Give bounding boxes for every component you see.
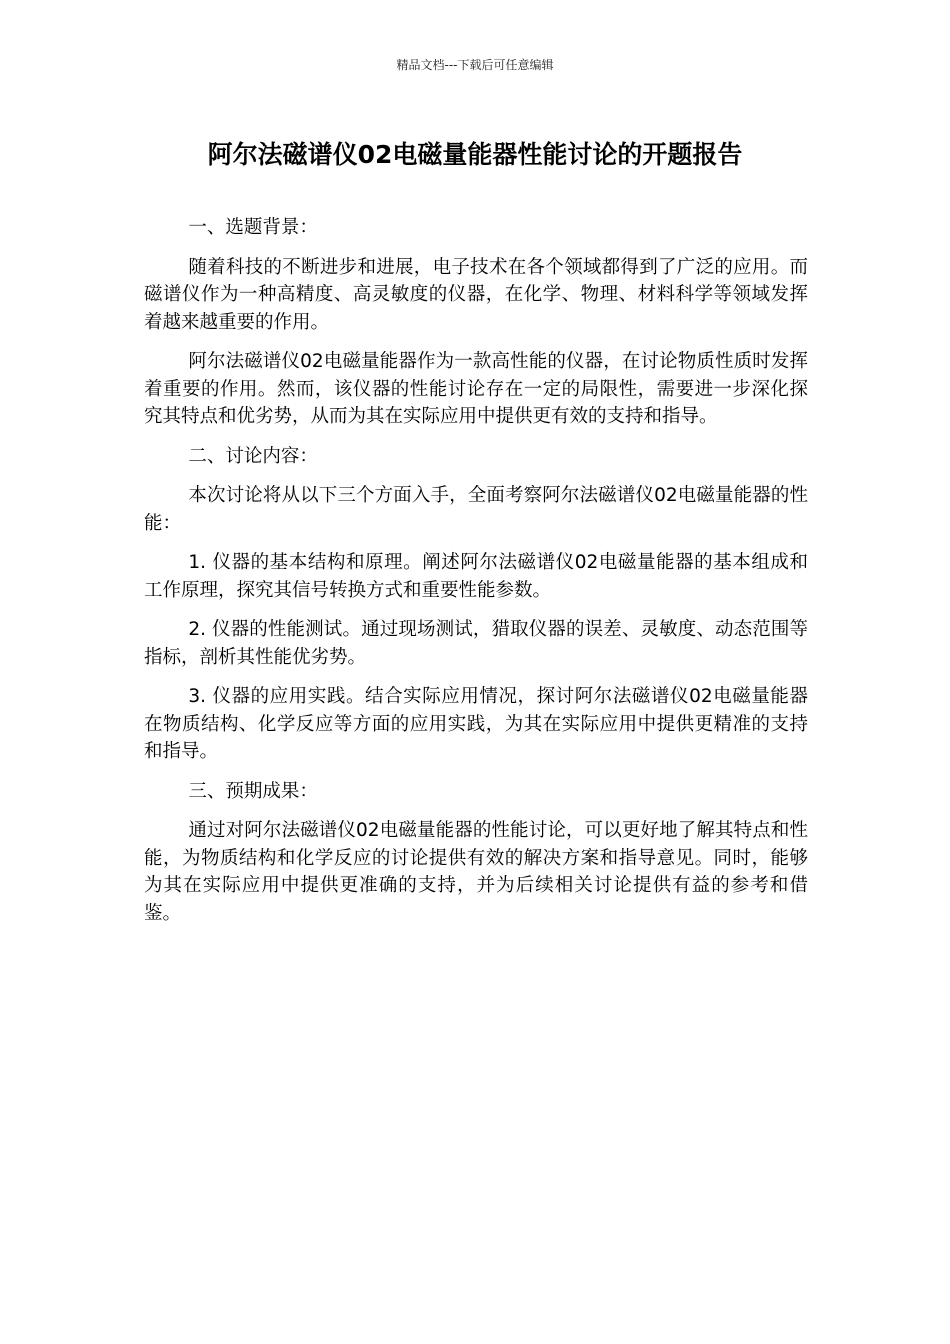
paragraph-background-1: 随着科技的不断进步和进展，电子技术在各个领域都得到了广泛的应用。而磁谱仪作为一种高精度、高灵敏度的仪器，在化学、物理、材料科学等领域发挥着越来越重要的作用。: [144, 256, 808, 333]
header-note: 精品文档---下载后可任意编辑: [396, 58, 554, 72]
paragraph-content-intro: 本次讨论将从以下三个方面入手，全面考察阿尔法磁谱仪02电磁量能器的性能：: [144, 485, 808, 534]
list-item-testing: 2. 仪器的性能测试。通过现场测试，猎取仪器的误差、灵敏度、动态范围等指标，剖析其性能优劣势。: [144, 619, 808, 668]
paragraph-outcomes: 通过对阿尔法磁谱仪02电磁量能器的性能讨论，可以更好地了解其特点和性能，为物质结构和化学反应的讨论提供有效的解决方案和指导意见。同时，能够为其在实际应用中提供更准确的支持，并为后续相关讨论提供有益的参考和借鉴。: [144, 820, 808, 924]
document-title: 阿尔法磁谱仪02电磁量能器性能讨论的开题报告: [207, 140, 743, 169]
section-heading-content: 二、讨论内容：: [188, 445, 318, 467]
paragraph-background-2: 阿尔法磁谱仪02电磁量能器作为一款高性能的仪器，在讨论物质性质时发挥着重要的作用。然而，该仪器的性能讨论存在一定的局限性，需要进一步深化探究其特点和优劣势，从而为其在实际应用中提供更有效的支持和指导。: [144, 351, 808, 427]
list-item-application: 3. 仪器的应用实践。结合实际应用情况，探讨阿尔法磁谱仪02电磁量能器在物质结构、化学反应等方面的应用实践，为其在实际应用中提供更精准的支持和指导。: [144, 686, 808, 762]
section-heading-background: 一、选题背景：: [188, 217, 318, 238]
list-item-structure: 1. 仪器的基本结构和原理。阐述阿尔法磁谱仪02电磁量能器的基本组成和工作原理，探究其信号转换方式和重要性能参数。: [144, 552, 808, 601]
document-body: [144, 214, 808, 939]
section-heading-outcomes: 三、预期成果：: [188, 780, 318, 802]
